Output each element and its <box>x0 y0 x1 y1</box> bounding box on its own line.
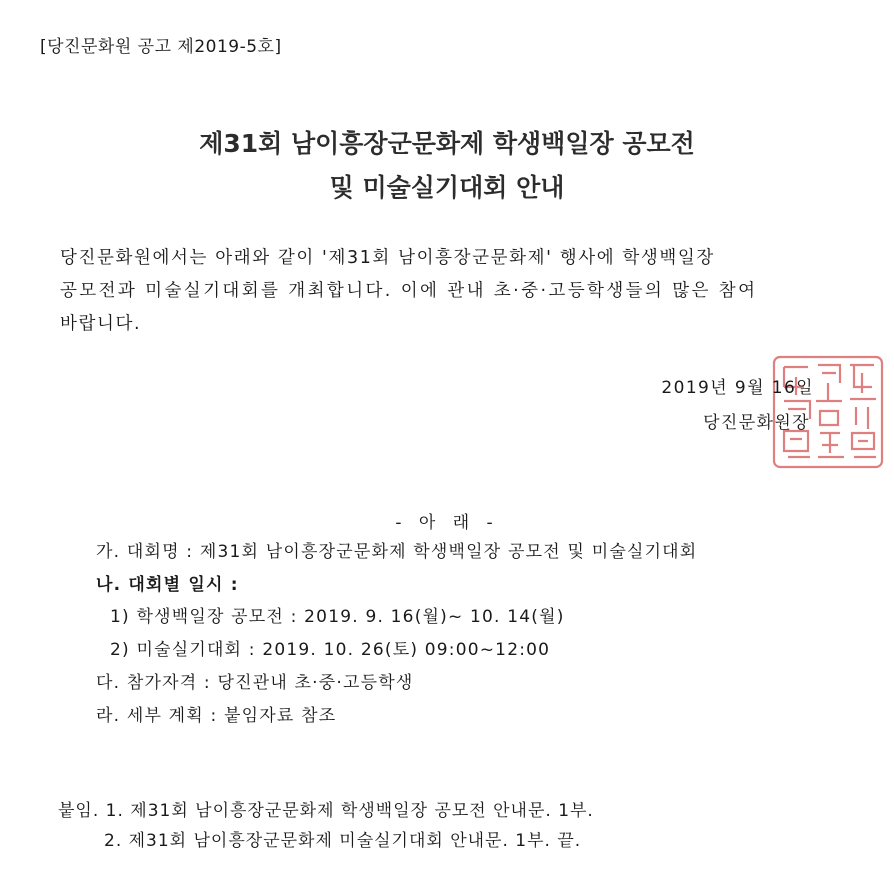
seal-glyph-4 <box>784 431 810 457</box>
list-item-details: 라. 세부 계획 : 붙임자료 참조 <box>96 706 337 726</box>
attachment-line-2: 2. 제31회 남이흥장군문화제 미술실기대회 안내문. 1부. 끝. <box>104 831 582 851</box>
document-date: 2019년 9월 16일 <box>661 378 814 398</box>
section-heading: - 아 래 - <box>395 513 499 533</box>
notice-number: [당진문화원 공고 제2019-5호] <box>40 37 282 57</box>
seal-glyph-2 <box>816 365 842 425</box>
body-text-line-2: 공모전과 미술실기대회를 개최합니다. 이에 관내 초·중·고등학생들의 많은 참여 <box>60 281 758 301</box>
body-text-line-3: 바랍니다. <box>60 314 142 334</box>
list-item-event-name: 가. 대회명 : 제31회 남이흥장군문화제 학생백일장 공모전 및 미술실기대회 <box>96 542 698 562</box>
document-title-line-1: 제31회 남이흥장군문화제 학생백일장 공모전 <box>199 129 695 158</box>
body-text-line-1: 당진문화원에서는 아래와 같이 '제31회 남이흥장군문화제' 행사에 학생백일장 <box>60 248 715 268</box>
sender-name: 당진문화원장 <box>703 413 810 433</box>
attachment-line-1: 붙임. 1. 제31회 남이흥장군문화제 학생백일장 공모전 안내문. 1부. <box>58 801 594 821</box>
list-item-eligibility: 다. 참가자격 : 당진관내 초·중·고등학생 <box>96 673 414 693</box>
seal-glyph-3 <box>850 365 876 429</box>
list-item-schedule-art: 2) 미술실기대회 : 2019. 10. 26(토) 09:00~12:00 <box>110 640 551 660</box>
seal-glyph-5 <box>818 433 844 457</box>
list-item-schedule-writing: 1) 학생백일장 공모전 : 2019. 9. 16(월)~ 10. 14(월) <box>110 607 565 627</box>
seal-glyph-6 <box>852 433 876 457</box>
list-item-schedule-heading: 나. 대회별 일시 : <box>96 575 239 595</box>
document-title-line-2: 및 미술실기대회 안내 <box>329 173 565 202</box>
